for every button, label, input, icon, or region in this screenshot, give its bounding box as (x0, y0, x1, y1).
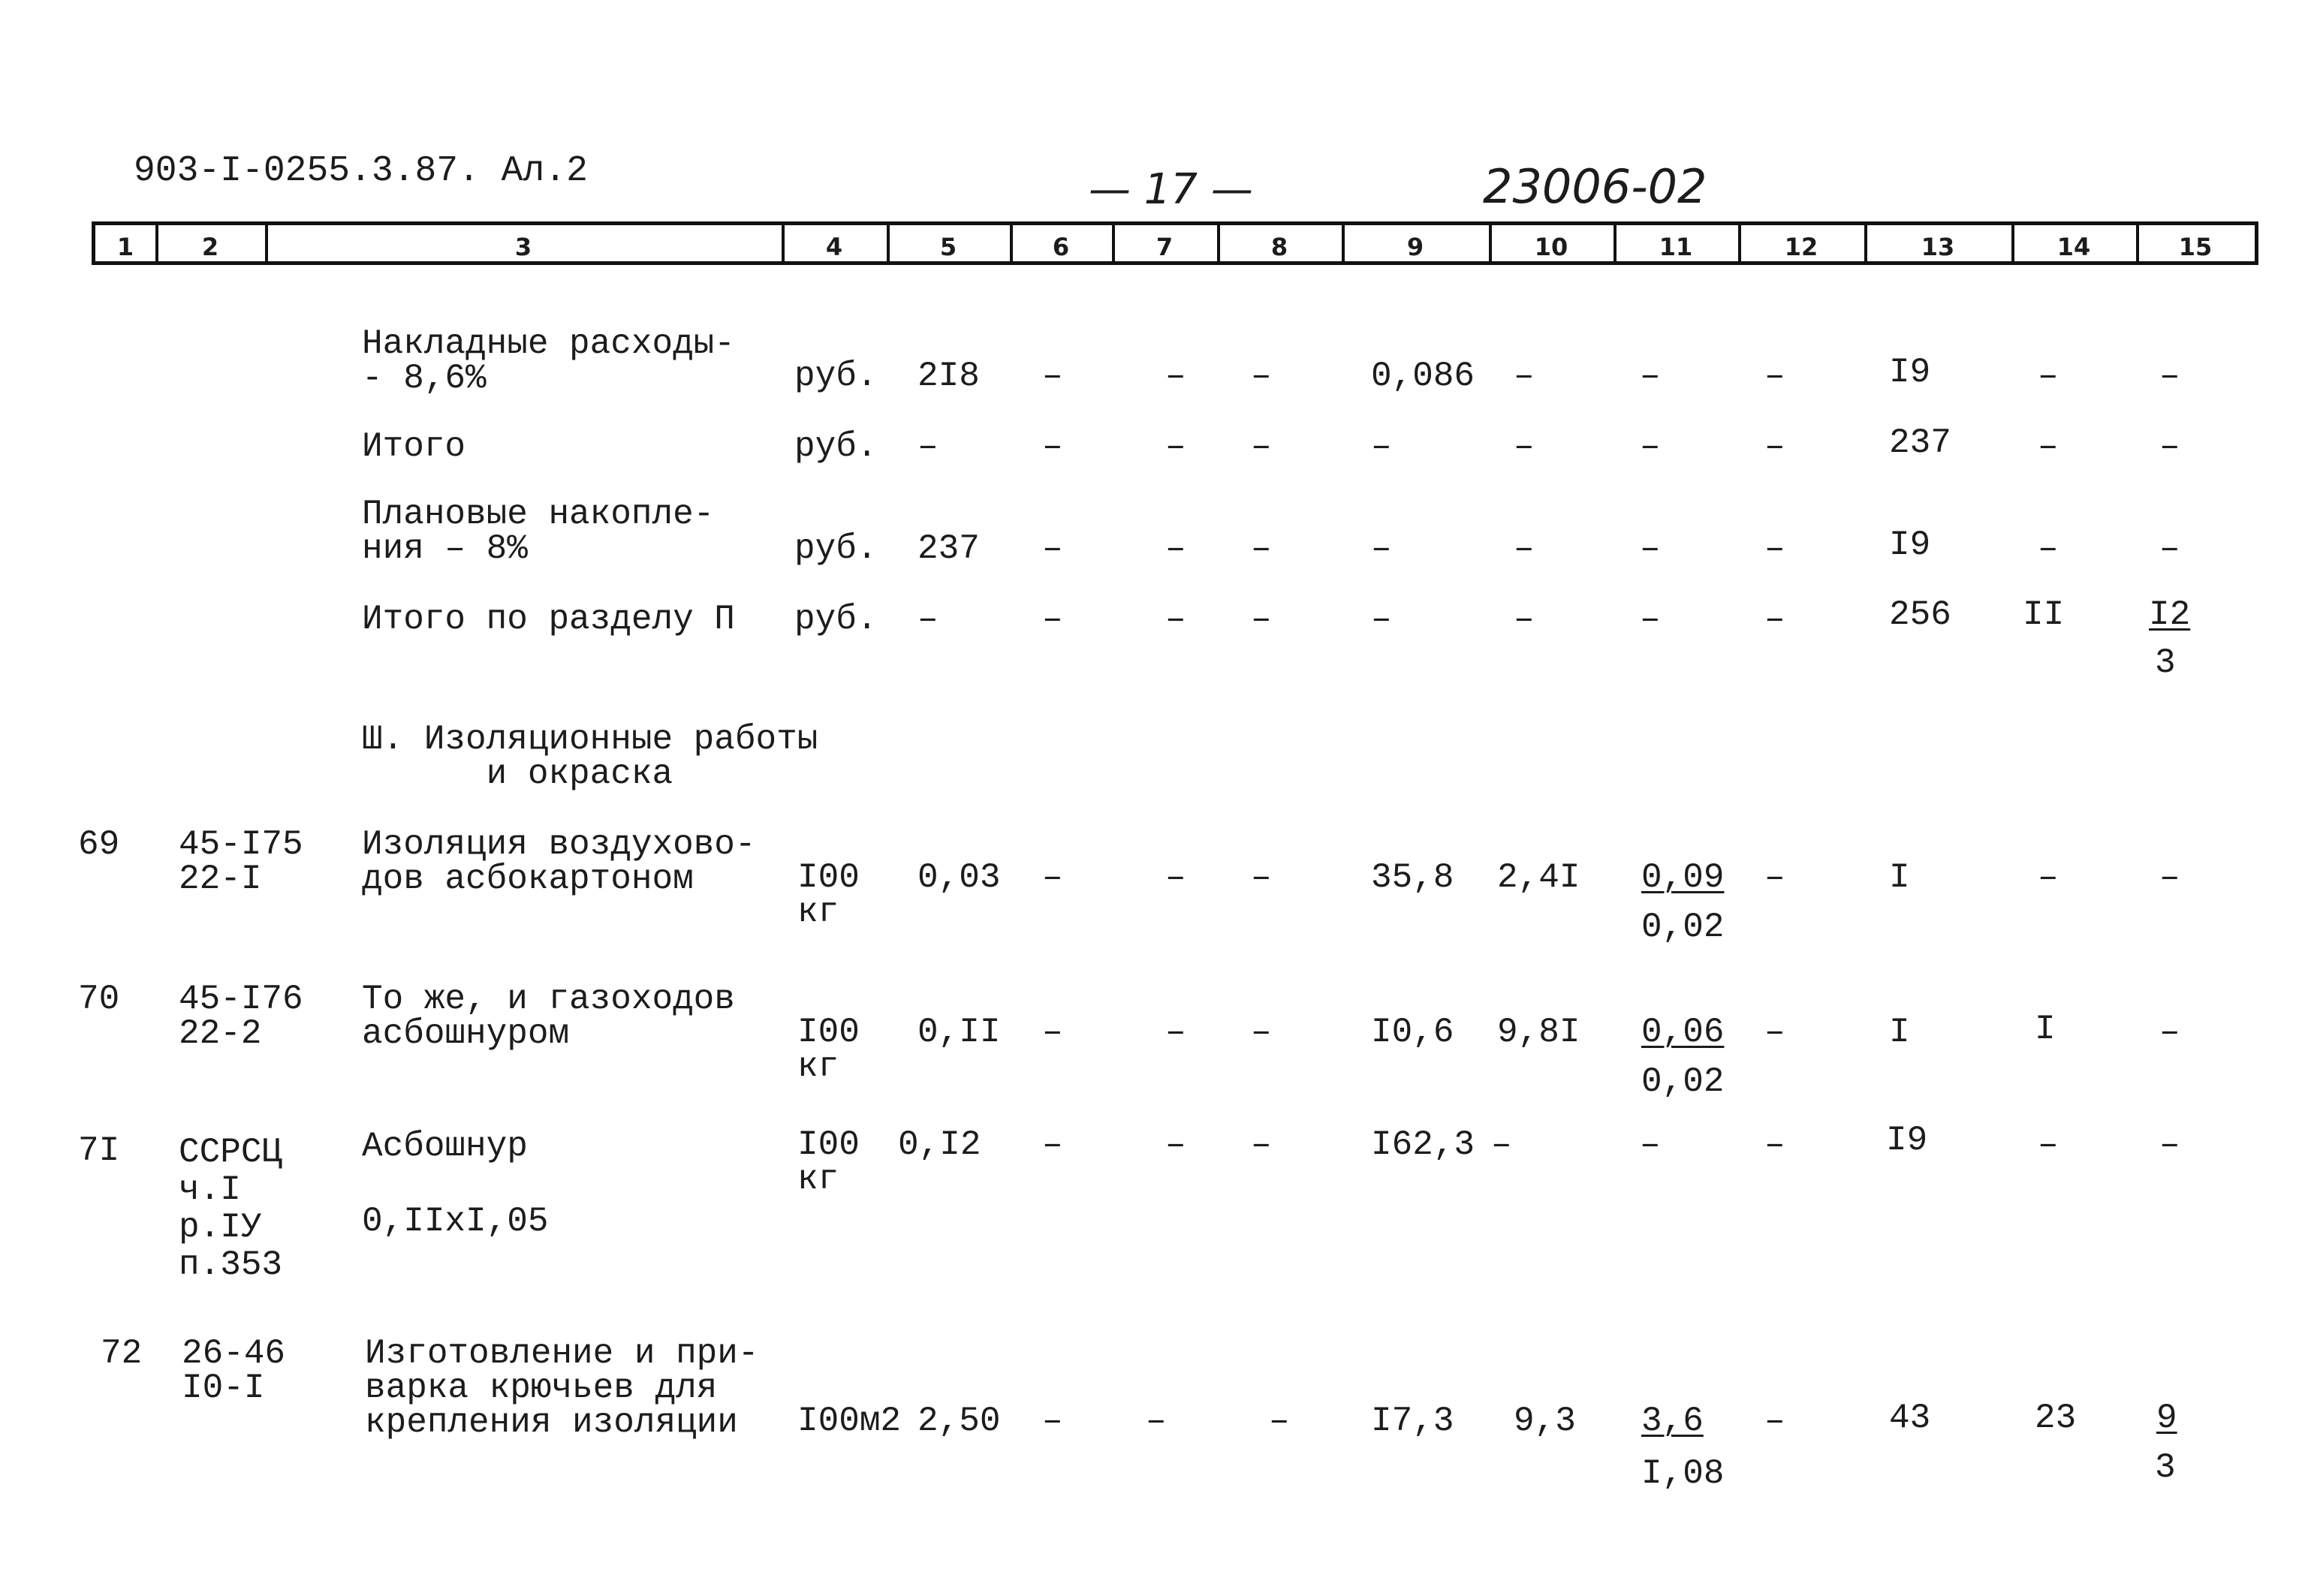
table-cell-c11-denominator: 0,02 (1641, 1062, 1725, 1101)
table-row-name: Плановые накопле- ния – 8% (362, 495, 715, 568)
table-row-number: 7I (78, 1131, 120, 1170)
table-cell-c15: – (2159, 427, 2180, 466)
table-cell-c8: – (1251, 357, 1272, 396)
table-cell-c12: – (1764, 357, 1785, 396)
table-cell-c13: I (1889, 858, 1910, 897)
table-cell-c6: – (1042, 427, 1063, 466)
table-cell-c7: – (1165, 357, 1186, 396)
table-cell-c14: – (2038, 529, 2059, 568)
table-cell-c9: I7,3 (1371, 1402, 1454, 1441)
table-row-name: Асбошнур 0,IIxI,05 (362, 1127, 549, 1241)
table-cell-c8: – (1251, 858, 1272, 897)
table-cell-c9: I62,3 (1371, 1125, 1475, 1164)
table-cell-c14: 23 (2035, 1399, 2077, 1438)
table-cell-c6: – (1042, 1013, 1063, 1052)
col-header-1: 1 (116, 233, 134, 261)
table-row-name: Итого (362, 427, 466, 466)
col-header-8: 8 (1270, 233, 1288, 261)
table-cell-c9: – (1371, 600, 1392, 639)
table-row-unit: руб. (794, 427, 878, 466)
table-row-qty: – (917, 600, 939, 639)
table-cell-c11: – (1640, 529, 1661, 568)
table-cell-c6: – (1042, 357, 1063, 396)
col-header-11: 11 (1659, 233, 1693, 261)
table-cell-c13: I9 (1886, 1121, 1928, 1160)
col-header-12: 12 (1784, 233, 1818, 261)
table-row-qty: 0,03 (917, 858, 1001, 897)
table-cell-c11: – (1640, 600, 1661, 639)
table-cell-c8: – (1251, 427, 1272, 466)
table-cell-c15-denominator: 3 (2155, 1448, 2176, 1487)
table-cell-c15-denominator: 3 (2155, 643, 2176, 682)
table-cell-c14: II (2023, 595, 2065, 634)
col-header-14: 14 (2056, 233, 2091, 261)
table-cell-c10: 9,3 (1514, 1402, 1576, 1441)
table-cell-c14: – (2038, 357, 2059, 396)
table-row-qty: 0,II (917, 1013, 1001, 1052)
table-row-unit: I00 кг (797, 858, 860, 932)
table-cell-c14: – (2038, 427, 2059, 466)
project-code: 23006-02 (1483, 159, 1707, 214)
table-cell-c10: – (1514, 529, 1535, 568)
table-cell-c10: – (1514, 427, 1535, 466)
table-cell-c11: – (1640, 427, 1661, 466)
table-cell-c15: – (2159, 529, 2180, 568)
table-cell-c12: – (1764, 600, 1785, 639)
table-cell-c14: – (2038, 858, 2059, 897)
section-title: Ш. Изоляционные работы и окраска (362, 720, 818, 793)
table-cell-c8: – (1251, 529, 1272, 568)
table-row-unit: I00 кг (797, 1013, 860, 1086)
table-row-unit: I00 кг (797, 1125, 860, 1199)
col-header-7: 7 (1156, 233, 1174, 261)
col-header-6: 6 (1052, 233, 1070, 261)
column-header-row (92, 221, 2258, 265)
table-cell-c9: – (1371, 427, 1392, 466)
table-row-code: 45-I75 22-I (179, 825, 303, 899)
table-cell-c6: – (1042, 529, 1063, 568)
table-cell-c15: – (2159, 357, 2180, 396)
table-cell-c15: – (2159, 858, 2180, 897)
table-cell-c15-numerator: I2 (2149, 595, 2191, 634)
table-row-unit: руб. (794, 357, 878, 396)
table-cell-c8: – (1269, 1402, 1290, 1441)
table-cell-c12: – (1764, 427, 1785, 466)
table-cell-c15-numerator: 9 (2156, 1399, 2177, 1438)
table-cell-c11-denominator: 0,02 (1641, 908, 1725, 947)
table-cell-c11-denominator: I,08 (1641, 1454, 1725, 1493)
table-cell-c10: 9,8I (1497, 1013, 1580, 1052)
col-header-10: 10 (1534, 233, 1568, 261)
table-cell-c14: I (2035, 1010, 2056, 1049)
col-header-3: 3 (514, 233, 532, 261)
document-code: 903-I-0255.3.87. Ал.2 (134, 151, 588, 191)
table-row-qty: 2,50 (917, 1402, 1001, 1441)
table-row-number: 72 (101, 1334, 143, 1373)
col-header-2: 2 (201, 233, 219, 261)
table-cell-c12: – (1764, 1013, 1785, 1052)
table-row-code: ССРСЦ ч.I р.IУ п.353 (179, 1133, 283, 1284)
table-cell-c7: – (1165, 1013, 1186, 1052)
col-header-5: 5 (939, 233, 957, 261)
table-cell-c15: – (2159, 1125, 2180, 1164)
table-cell-c9: – (1371, 529, 1392, 568)
table-cell-c11-numerator: 3,6 (1641, 1402, 1704, 1441)
table-row-unit: руб. (794, 600, 878, 639)
table-row-number: 69 (78, 825, 120, 864)
table-cell-c8: – (1251, 1013, 1272, 1052)
table-cell-c10: – (1491, 1125, 1512, 1164)
table-row-qty: 0,I2 (898, 1125, 981, 1164)
table-cell-c9: 0,086 (1371, 357, 1475, 396)
table-cell-c6: – (1042, 858, 1063, 897)
table-row-name: То же, и газоходов асбошнуром (362, 980, 735, 1053)
table-cell-c9: 35,8 (1371, 858, 1454, 897)
table-cell-c12: – (1764, 529, 1785, 568)
table-row-number: 70 (78, 980, 120, 1019)
table-row-name: Итого по разделу П (362, 600, 735, 639)
table-row-name: Изоляция воздухово- дов асбокартоном (362, 825, 756, 899)
table-cell-c7: – (1165, 1125, 1186, 1164)
table-cell-c7: – (1165, 858, 1186, 897)
table-cell-c12: – (1764, 858, 1785, 897)
table-row-unit: I00м2 (797, 1402, 902, 1441)
table-cell-c14: – (2038, 1125, 2059, 1164)
table-cell-c13: 237 (1889, 423, 1951, 462)
table-cell-c6: – (1042, 1125, 1063, 1164)
col-header-15: 15 (2178, 233, 2213, 261)
table-row-qty: 237 (917, 529, 980, 568)
table-cell-c13: 256 (1889, 595, 1951, 634)
col-header-9: 9 (1406, 233, 1424, 261)
table-cell-c10: – (1514, 600, 1535, 639)
col-header-4: 4 (825, 233, 843, 261)
table-cell-c13: I (1889, 1013, 1910, 1052)
table-row-unit: руб. (794, 529, 878, 568)
table-cell-c13: I9 (1889, 353, 1931, 392)
table-row-code: 45-I76 22-2 (179, 980, 303, 1053)
table-cell-c7: – (1165, 600, 1186, 639)
table-row-code: 26-46 I0-I (182, 1334, 286, 1408)
table-cell-c12: – (1764, 1125, 1785, 1164)
table-row-name: Изготовление и при- варка крючьев для крепления изоляции (365, 1334, 759, 1442)
table-cell-c11-numerator: 0,09 (1641, 858, 1725, 897)
table-cell-c12: – (1764, 1402, 1785, 1441)
table-row-name: Накладные расходы- - 8,6% (362, 324, 735, 398)
table-row-qty: 2I8 (917, 357, 980, 396)
table-cell-c7: – (1165, 427, 1186, 466)
col-header-13: 13 (1921, 233, 1955, 261)
table-cell-c8: – (1251, 600, 1272, 639)
table-cell-c11: – (1640, 357, 1661, 396)
table-cell-c11-numerator: 0,06 (1641, 1013, 1725, 1052)
table-cell-c6: – (1042, 1402, 1063, 1441)
table-cell-c11: – (1640, 1125, 1661, 1164)
table-cell-c15: – (2159, 1013, 2180, 1052)
table-cell-c7: – (1146, 1402, 1167, 1441)
table-cell-c10: – (1514, 357, 1535, 396)
table-cell-c10: 2,4I (1497, 858, 1580, 897)
table-row-qty: – (917, 427, 939, 466)
table-cell-c9: I0,6 (1371, 1013, 1454, 1052)
table-cell-c7: – (1165, 529, 1186, 568)
page-number: — 17 — (1089, 165, 1253, 214)
table-cell-c8: – (1251, 1125, 1272, 1164)
table-cell-c13: I9 (1889, 525, 1931, 565)
table-cell-c13: 43 (1889, 1399, 1931, 1438)
table-cell-c6: – (1042, 600, 1063, 639)
